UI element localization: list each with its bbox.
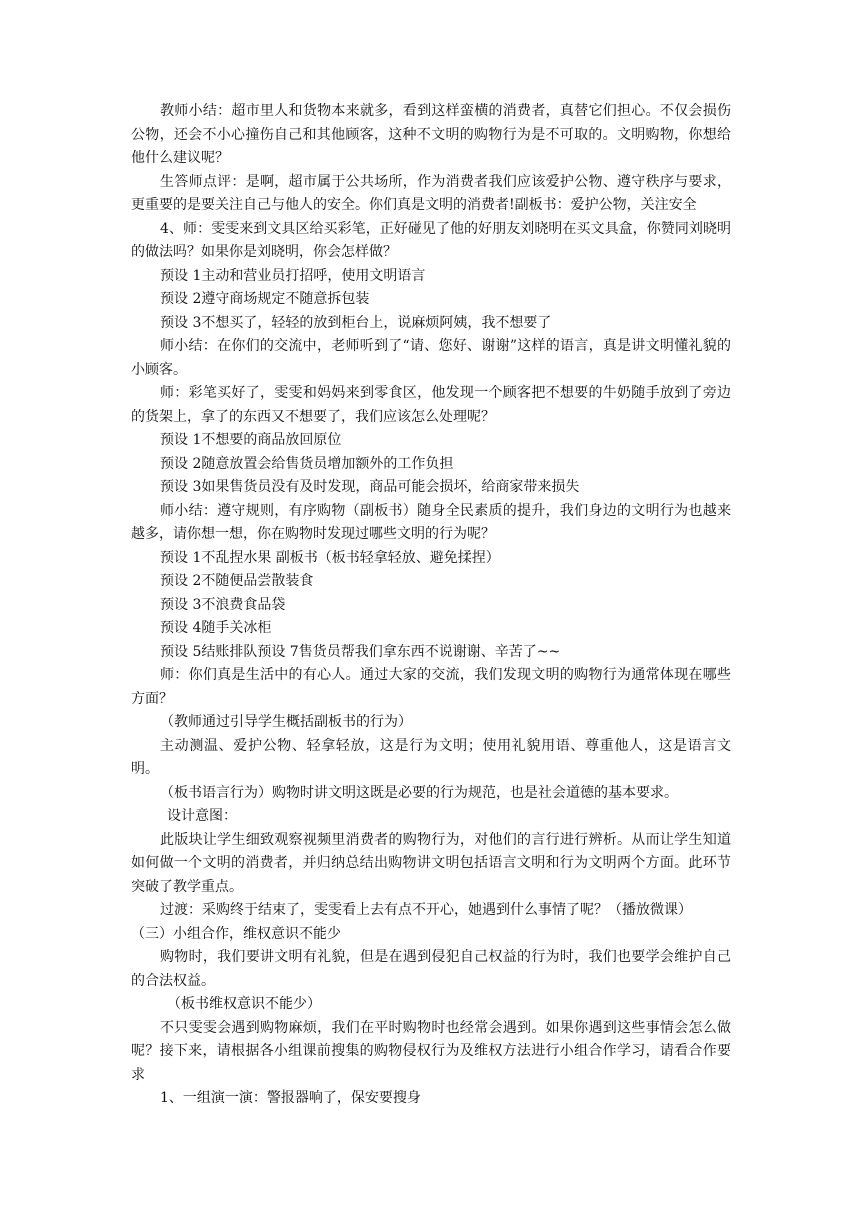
paragraph-group-1: 1、一组演一演：警报器响了，保安要搜身 xyxy=(160,1090,421,1106)
paragraph-preset-b2: 预设 2随意放置会给售货员增加额外的工作负担 xyxy=(160,455,454,472)
paragraph-teacher-summary-1: 教师小结：超市里人和货物本来就多，看到这样蛮横的消费者，真替它们担心。不仅会损伤公物，还会不小心撞伤自己和其他顾客，这种不文明的购物行为是不可取的。文明购物，你想给他什么建议呢？ xyxy=(131,103,731,166)
paragraph-preset-a2: 预设 2遵守商场规定不随意拆包装 xyxy=(160,291,370,307)
paragraph-student-answer-comment: 生答师点评：是啊，超市属于公共场所，作为消费者我们应该爱护公物、遵守秩序与要求，更重要的是要关注自己与他人的安全。你们真是文明的消费者!副板书：爱护公物，关注安全 xyxy=(131,173,731,213)
document-body xyxy=(131,100,731,1111)
paragraph-board-language-behavior: （板书语言行为）购物时讲文明这既是必要的行为规范，也是社会道德的基本要求。 xyxy=(160,784,678,801)
paragraph-preset-c5: 预设 5结账排队预设 7售货员帮我们拿东西不说谢谢、辛苦了~~ xyxy=(160,643,561,660)
paragraph-preset-c3: 预设 3不浪费食品袋 xyxy=(160,596,286,613)
paragraph-preset-c1: 预设 1不乱捏水果 副板书（板书轻拿轻放、避免揉捏） xyxy=(160,549,500,566)
paragraph-preset-a1: 预设 1主动和营业员打招呼，使用文明语言 xyxy=(160,267,426,284)
paragraph-preset-a3: 预设 3不想买了，轻轻的放到柜台上，说麻烦阿姨，我不想要了 xyxy=(160,314,552,331)
paragraph-group-intro: 不只雯雯会遇到购物麻烦，我们在平时购物时也经常会遇到。如果你遇到这些事情会怎么做呢？接下来，请根据各小组课前搜集的购物侵权行为及维权方法进行小组合作学习，请看合作要求 xyxy=(131,1019,731,1083)
paragraph-teacher-question: 师：你们真是生活中的有心人。通过大家的交流，我们发现文明的购物行为通常体现在哪些方面？ xyxy=(131,667,731,707)
paragraph-rights-intro: 购物时，我们要讲文明有礼貌，但是在遇到侵犯自己权益的行为时，我们也要学会维护自己的合法权益。 xyxy=(131,949,731,989)
paragraph-snack-area: 师：彩笔买好了，雯雯和妈妈来到零食区，他发现一个顾客把不想要的牛奶随手放到了旁边的货架上，拿了的东西又不想要了，我们应该怎么处理呢？ xyxy=(131,385,731,425)
section-heading-3: （三）小组合作，维权意识不能少 xyxy=(131,925,341,942)
paragraph-preset-c2: 预设 2不随便品尝散装食 xyxy=(160,573,314,589)
paragraph-board-rights: （板书维权意识不能少） xyxy=(167,996,321,1012)
paragraph-teacher-summary-2: 师小结：在你们的交流中，老师听到了“请、您好、谢谢”这样的语言，真是讲文明懂礼貌的小顾客。 xyxy=(131,338,731,378)
paragraph-design-intent-body: 此版块让学生细致观察视频里消费者的购物行为，对他们的言行进行辨析。从而让学生知道如何做一个文明的消费者，并归纳总结出购物讲文明包括语言文明和行为文明两个方面。此环节突破了教学重点。 xyxy=(131,831,731,895)
paragraph-preset-b1: 预设 1不想要的商品放回原位 xyxy=(160,432,342,448)
paragraph-design-intent-label: 设计意图： xyxy=(167,808,237,824)
paragraph-guide-note: （教师通过引导学生概括副板书的行为） xyxy=(160,714,412,730)
paragraph-teacher-summary-3: 师小结：遵守规则，有序购物（副板书）随身全民素质的提升，我们身边的文明行为也越来越多，请你想一想，你在购物时发现过哪些文明的行为呢？ xyxy=(131,502,731,542)
paragraph-preset-b3: 预设 3如果售货员没有及时发现，商品可能会损坏，给商家带来损失 xyxy=(160,479,580,495)
paragraph-transition: 过渡：采购终于结束了，雯雯看上去有点不开心，她遇到什么事情了呢？（播放微课） xyxy=(160,902,692,918)
paragraph-behavior-summary: 主动测温、爱护公物、轻拿轻放，这是行为文明；使用礼貌用语、尊重他人，这是语言文明。 xyxy=(131,737,731,777)
paragraph-question-4: 4、师：雯雯来到文具区给买彩笔，正好碰见了他的好朋友刘晓明在买文具盒，你赞同刘晓明的做法吗？如果你是刘晓明，你会怎样做？ xyxy=(131,220,731,260)
paragraph-preset-c4: 预设 4随手关冰柜 xyxy=(160,620,272,636)
